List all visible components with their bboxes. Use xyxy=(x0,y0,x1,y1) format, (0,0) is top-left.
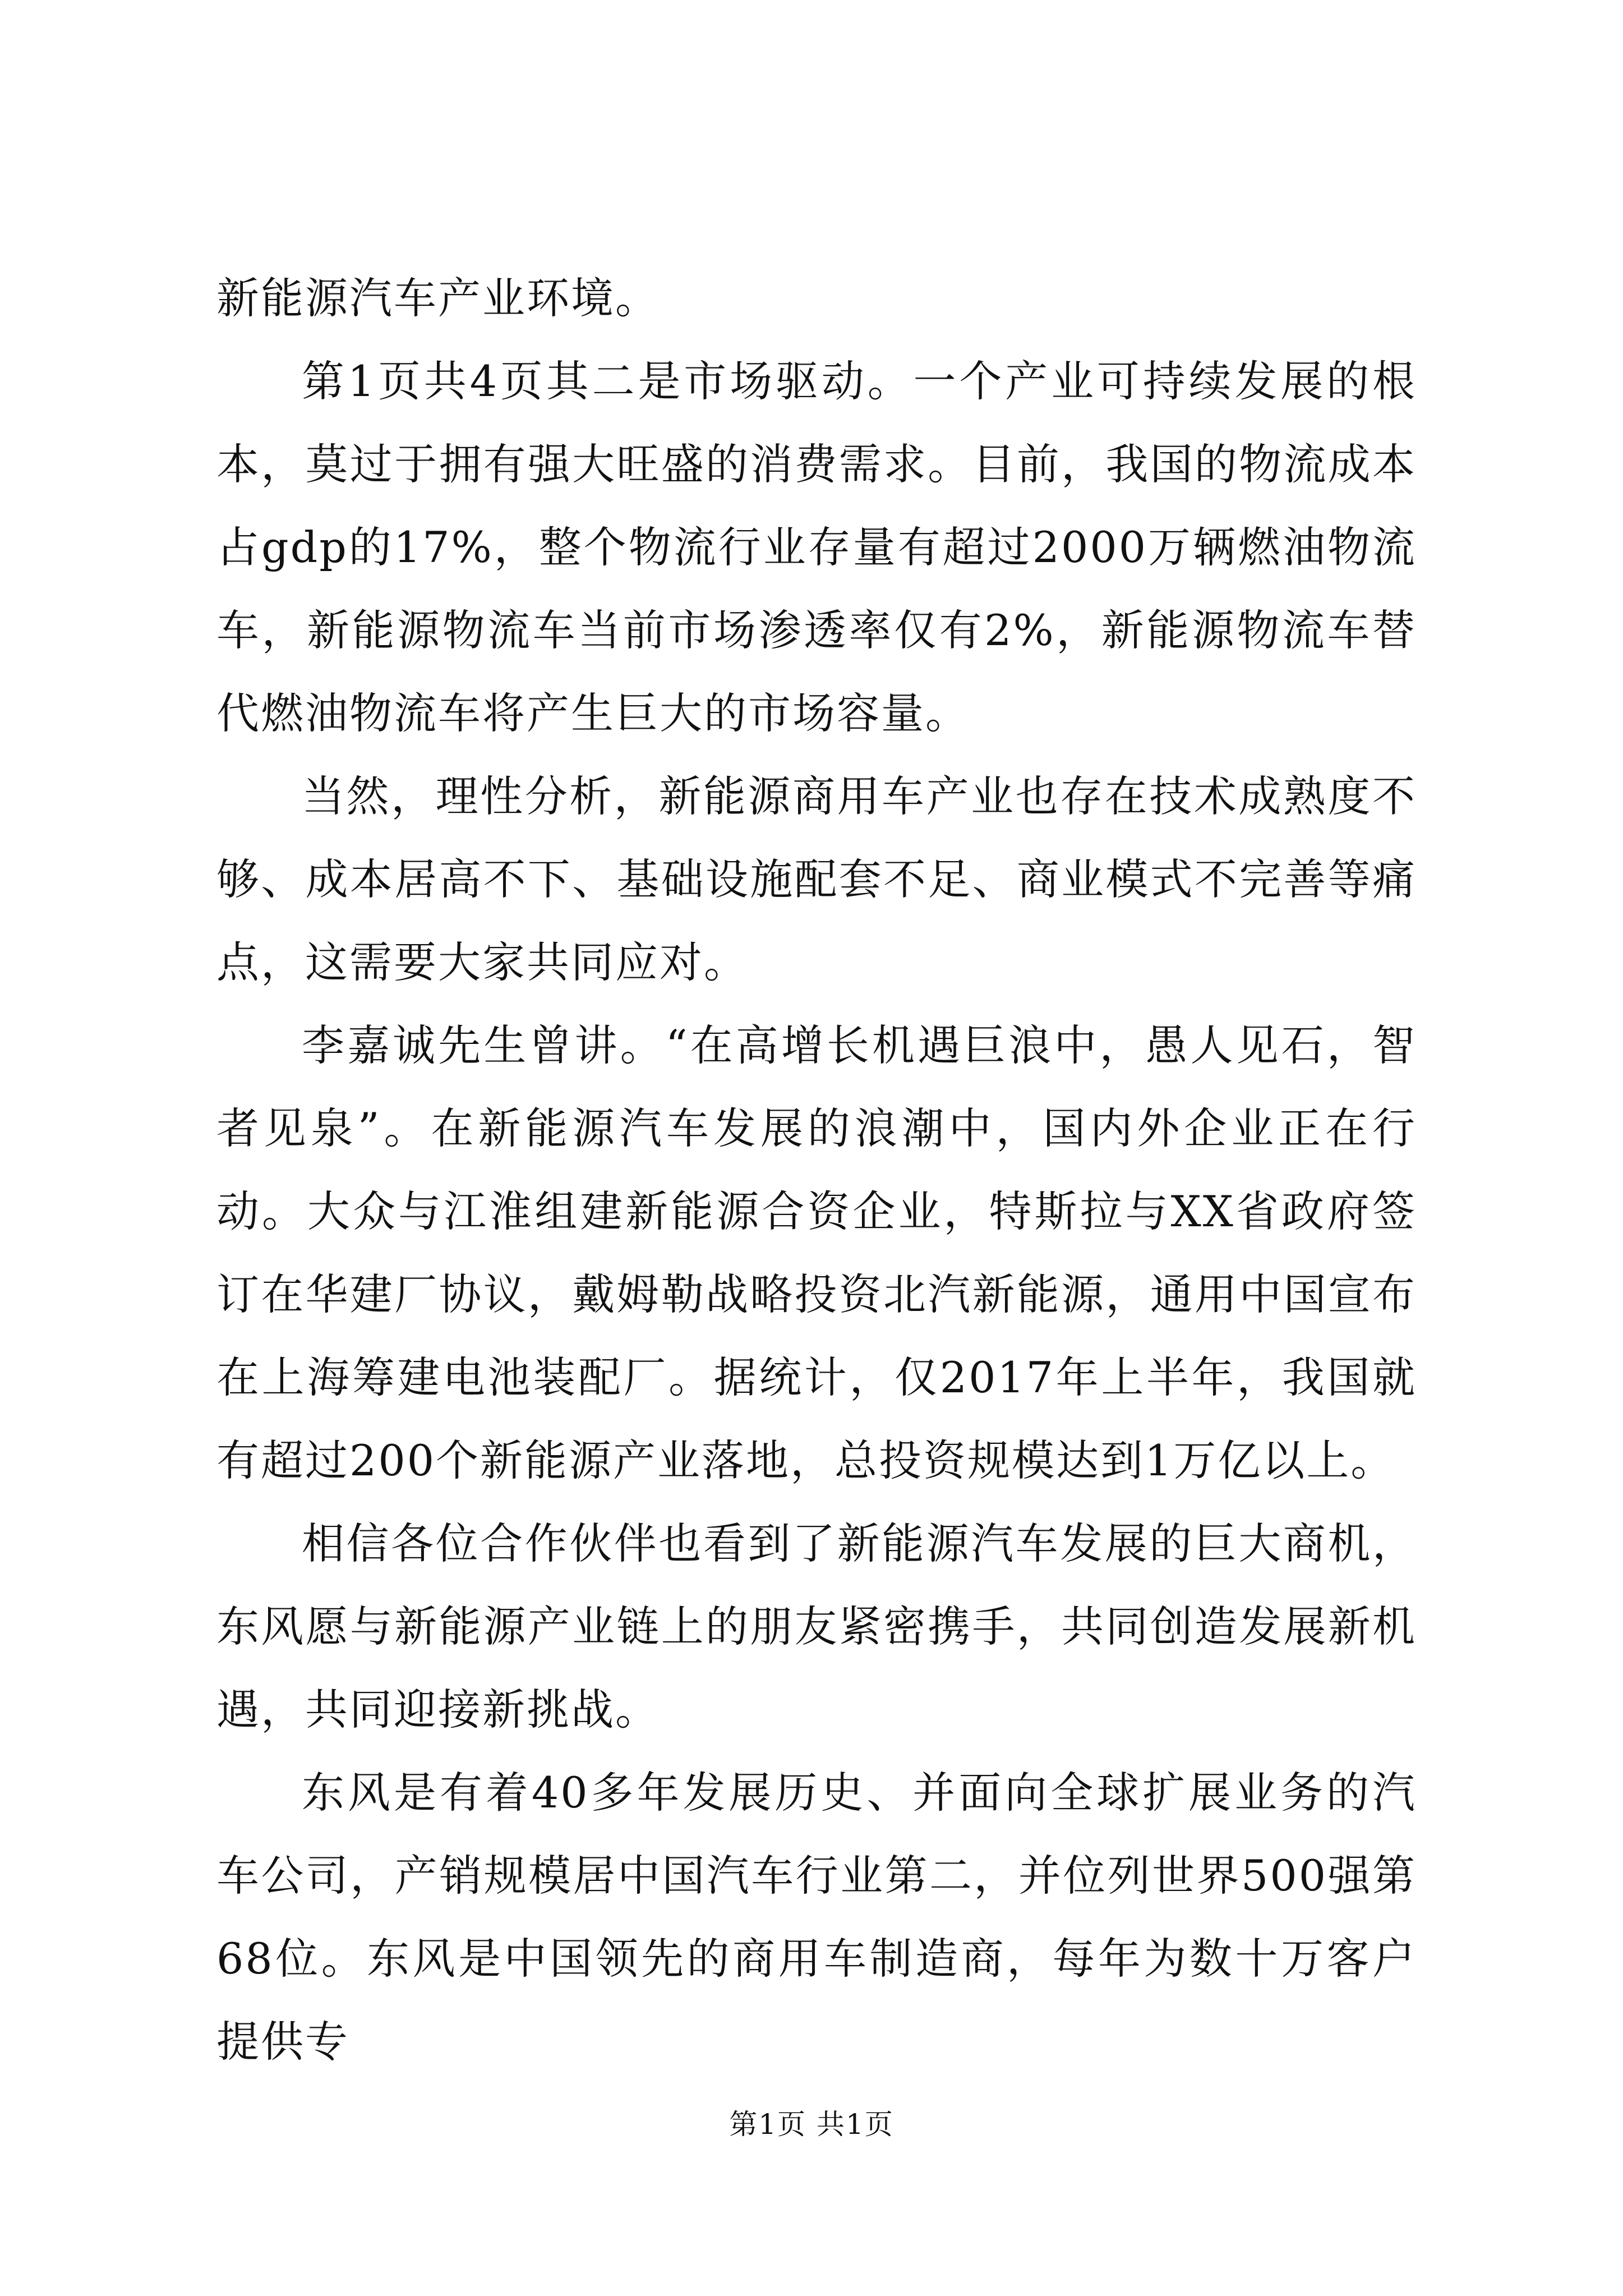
paragraph-3: 当然，理性分析，新能源商用车产业也存在技术成熟度不够、成本居高不下、基础设施配套不足、商业模式不完善等痛点，这需要大家共同应对。 xyxy=(216,771,1417,987)
paragraph-6: 东风是有着40多年发展历史、并面向全球扩展业务的汽车公司，产销规模居中国汽车行业第二，并位列世界500强第68位。东风是中国领先的商用车制造商，每年为数十万客户提供专 xyxy=(216,1768,1417,2067)
body-text xyxy=(216,257,1417,2083)
paragraph-2: 第1页共4页其二是市场驱动。一个产业可持续发展的根本，莫过于拥有强大旺盛的消费需求。目前，我国的物流成本占gdp的17%，整个物流行业存量有超过2000万辆燃油物流车，新能源物流车当前市场渗透率仅有2%，新能源物流车替代燃油物流车将产生巨大的市场容量。 xyxy=(216,356,1417,738)
paragraph-5: 相信各位合作伙伴也看到了新能源汽车发展的巨大商机，东风愿与新能源产业链上的朋友紧密携手，共同创造发展新机遇，共同迎接新挑战。 xyxy=(216,1519,1417,1734)
paragraph-4: 李嘉诚先生曾讲。“在高增长机遇巨浪中，愚人见石，智者见泉”。在新能源汽车发展的浪潮中，国内外企业正在行动。大众与江淮组建新能源合资企业，特斯拉与XX省政府签订在华建厂协议，戴姆勒战略投资北汽新能源，通用中国宣布在上海筹建电池装配厂。据统计，仅2017年上半年，我国就有超过200个新能源产业落地，总投资规模达到1万亿以上。 xyxy=(216,1020,1417,1485)
page-footer: 第1页 共1页 xyxy=(729,2108,894,2141)
paragraph-1: 新能源汽车产业环境。 xyxy=(216,273,660,323)
